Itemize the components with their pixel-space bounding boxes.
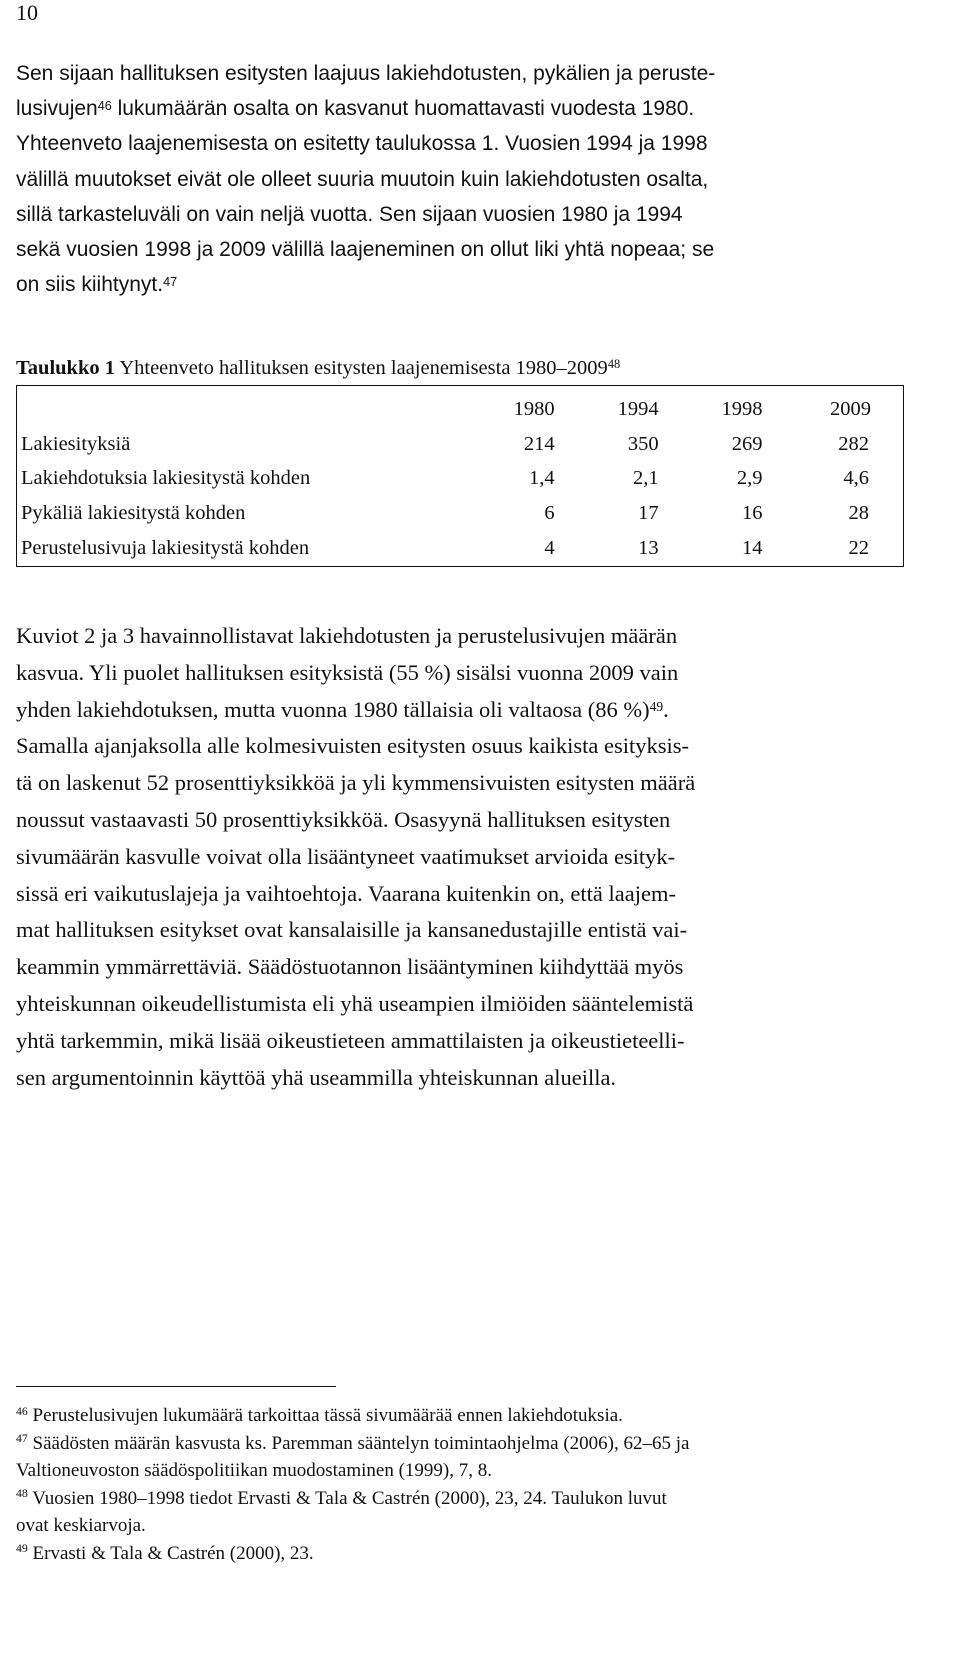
table-cell: 282 [838,432,869,455]
footnote: $^{47}$ Säädösten määrän kasvusta ks. Paremman sääntelyn toimintaohjelma (2006), 62–65 ja [16,1432,690,1454]
table-cell: 4 [544,537,555,560]
table-cell: 4,6 [843,467,869,490]
text-line: sivumäärän kasvulle voivat olla lisääntyneet vaatimukset arvioida esityk- [16,843,676,869]
footnote-number: 48 [16,1487,28,1501]
footnote-ref: 47 [163,274,178,289]
table-row [17,531,904,566]
text-line: noussut vastaavasti 50 prosenttiyksikköä. Osasyynä hallituksen esitysten [16,806,671,832]
table-cell: 28 [848,502,869,525]
text-line: sissä eri vaikutuslajeja ja vaihtoehtoja. Vaarana kuitenkin on, että laajem- [16,880,676,906]
table-cell: 2,1 [632,467,659,490]
table-header-year: 2009 [830,397,871,420]
footnotes [16,1402,896,1567]
footnote-ref: 46 [97,98,112,113]
footnote: $^{46}$ Perustelusivujen lukumäärä tarkoittaa tässä sivumäärää ennen lakiehdotuksia. [16,1404,623,1426]
table-header-empty [17,386,455,427]
table-cell: 6 [544,502,555,525]
footnote-ref: 48 [607,357,621,372]
text-line: mat hallituksen esitykset ovat kansalaisille ja kansanedustajille entistä vai- [16,917,688,943]
table-header-year: 1980 [513,397,555,420]
text-line: Sen sijaan hallituksen esitysten laajuus lakiehdotusten, pykälien ja peruste- [16,62,716,85]
footnote: $^{48}$ Vuosien 1980–1998 tiedot Ervasti & Tala & Castrén (2000), 23, 24. Taulukon luvut [16,1487,667,1509]
text-line: yhteiskunnan oikeudellistumista eli yhä useampien ilmiöiden sääntelemistä [16,990,694,1016]
text-line: on siis kiihtynyt.$^{47}$ [16,273,178,297]
intro-paragraph [16,56,946,302]
footnote-number: 46 [16,1404,28,1418]
table-cell: 17 [638,502,659,525]
text-line: Samalla ajanjaksolla alle kolmesivuisten esitysten osuus kaikista esityksis- [16,733,690,759]
table-header-year: 1994 [617,397,659,420]
row-label: Perustelusivuja lakiesitystä kohden [21,537,310,560]
page-number: 10 [16,0,38,25]
table-cell: 269 [731,432,763,455]
text-line: sillä tarkasteluväli on vain neljä vuotta. Sen sijaan vuosien 1980 ja 1994 [16,202,683,226]
footnote: $^{49}$ Ervasti & Tala & Castrén (2000), 23. [16,1542,314,1564]
footnote-ref: 49 [649,698,664,714]
footnote-continuation: ovat keskiarvoja. [16,1515,146,1536]
table-caption-label: Taulukko 1 [16,357,115,379]
body-paragraph [16,618,946,1096]
text-line: keammin ymmärrettäviä. Säädöstuotannon lisääntyminen kiihdyttää myös [16,954,684,980]
table-cell: 14 [742,537,763,560]
table-cell: 13 [638,537,659,560]
row-label: Pykäliä lakiesitystä kohden [21,502,246,525]
table-row [17,462,904,497]
text-line: yhtä tarkemmin, mikä lisää oikeustieteen ammattilaisten ja oikeustieteelli- [16,1027,685,1053]
text-line: sekä vuosien 1998 ja 2009 välillä laajeneminen on ollut liki yhtä nopeaa; se [16,238,715,262]
table-row [17,496,904,531]
table-header-row [17,386,904,427]
table-caption-text: Yhteenveto hallituksen esitysten laajenemisesta 1980–2009 [114,357,608,379]
text-line: yhden lakiehdotuksen, mutta vuonna 1980 tällaisia oli valtaosa (86 %)$^{49}$. [16,696,669,722]
text-line: sen argumentoinnin käyttöä yhä useammilla yhteiskunnan alueilla. [16,1064,617,1090]
table-caption [16,356,620,380]
table-cell: 214 [523,432,555,455]
table-cell: 22 [848,537,869,560]
summary-table [16,385,904,567]
table-cell: 2,9 [736,467,763,490]
text-line: kasvua. Yli puolet hallituksen esityksistä (55 %) sisälsi vuonna 2009 vain [16,659,679,685]
text-line: Yhteenveto laajenemisesta on esitetty taulukossa 1. Vuosien 1994 ja 1998 [16,132,708,156]
text-line: Kuviot 2 ja 3 havainnollistavat lakiehdotusten ja perustelusivujen määrän [16,623,678,648]
table-cell: 16 [742,502,763,525]
footnote-divider [16,1386,336,1387]
table-cell: 350 [627,432,659,455]
table-cell: 1,4 [529,467,555,490]
table-row [17,427,904,462]
table-header-year: 1998 [721,397,763,420]
text-line: tä on laskenut 52 prosenttiyksikköä ja yli kymmensivuisten esitysten määrä [16,770,696,796]
text-line: lusivujen$^{46}$ lukumäärän osalta on kasvanut huomattavasti vuodesta 1980. [16,97,695,121]
footnote-number: 49 [16,1542,28,1556]
row-label: Lakiesityksiä [21,432,131,455]
row-label: Lakiehdotuksia lakiesitystä kohden [21,467,311,490]
footnote-number: 47 [16,1432,28,1446]
footnote-continuation: Valtioneuvoston säädöspolitiikan muodostaminen (1999), 7, 8. [16,1460,493,1481]
text-line: välillä muutokset eivät ole olleet suuria muutoin kuin lakiehdotusten osalta, [16,167,709,191]
